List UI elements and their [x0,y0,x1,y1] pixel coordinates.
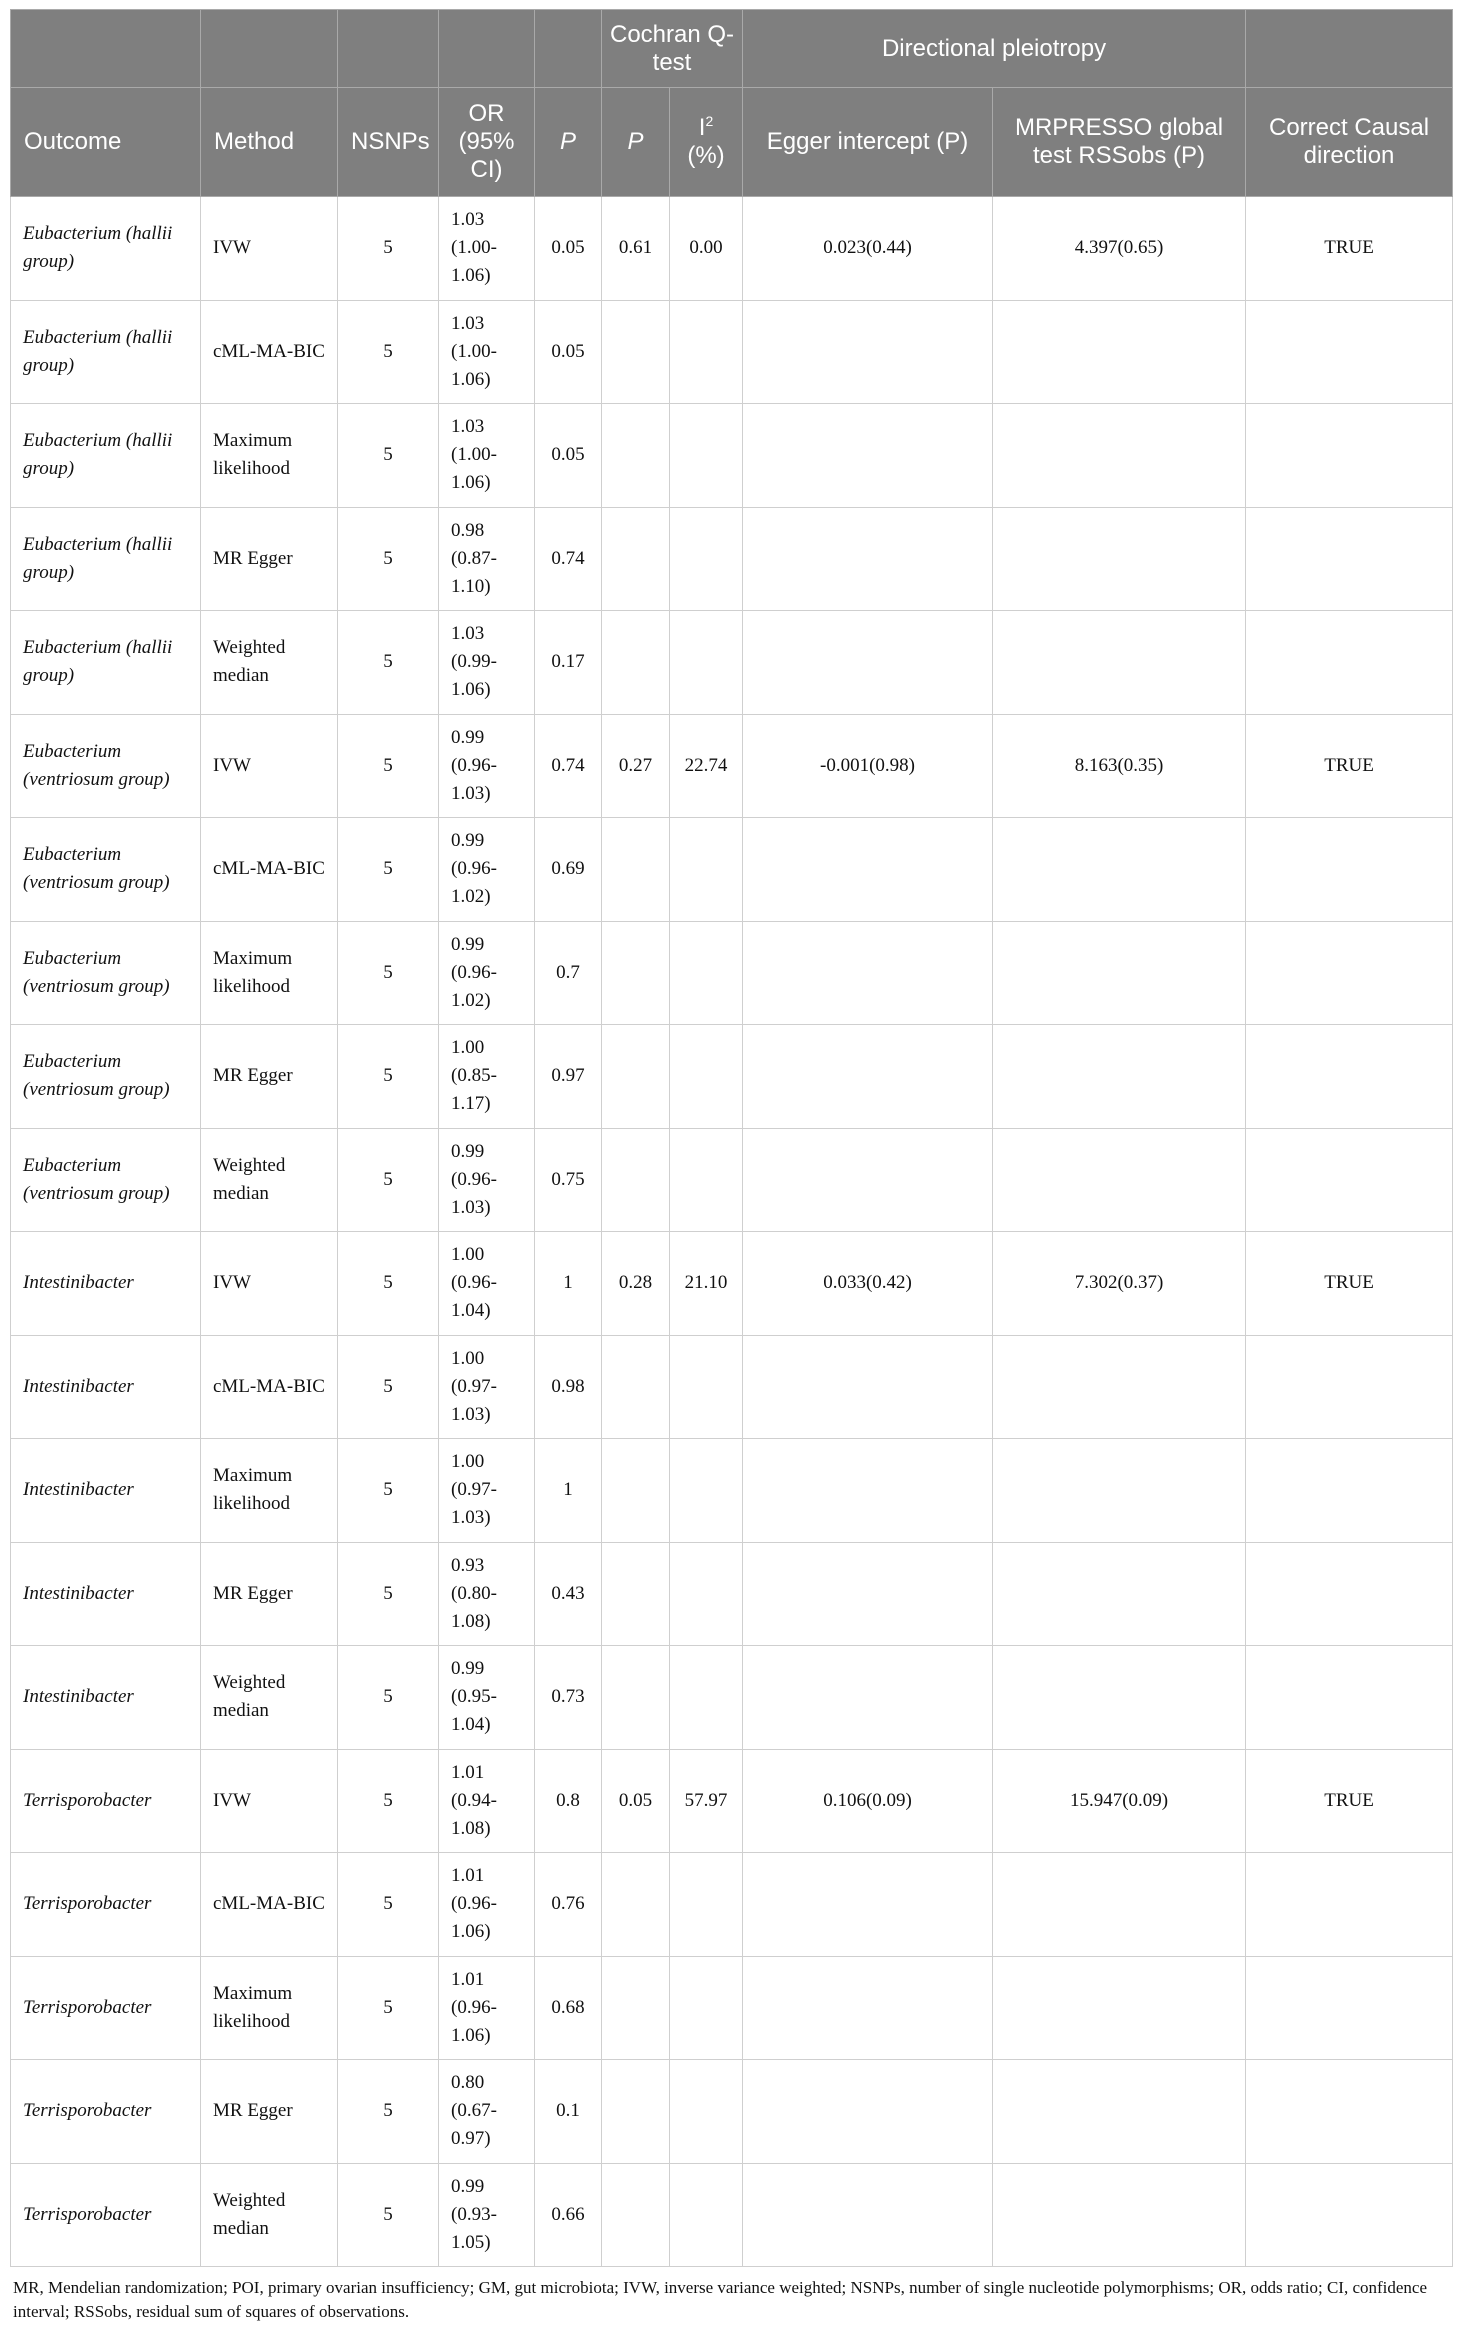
cell-method: Weighted median [201,1128,338,1232]
cell-mrpresso: 15.947(0.09) [993,1749,1246,1853]
table-row [11,1542,1453,1646]
cell-or: 1.00 (0.85-1.17) [439,1025,535,1129]
cell-outcome: Intestinibacter [11,1439,201,1543]
cell-p: 0.05 [535,404,602,508]
header-mrpresso: MRPRESSO global test RSSobs (P) [993,88,1246,197]
table-row [11,1749,1453,1853]
cell-q-p [602,1128,670,1232]
cell-mrpresso [993,1128,1246,1232]
cell-egger [743,1956,993,2060]
cell-mrpresso [993,1542,1246,1646]
cell-outcome: Eubacterium (hallii group) [11,507,201,611]
table-row [11,404,1453,508]
table-header [11,10,1453,197]
cell-i2 [670,2163,743,2267]
table-body [11,197,1453,2267]
cell-q-p [602,611,670,715]
cell-method: MR Egger [201,1542,338,1646]
cell-outcome: Eubacterium (hallii group) [11,611,201,715]
cell-egger [743,921,993,1025]
cell-egger: 0.033(0.42) [743,1232,993,1336]
cell-egger [743,2060,993,2164]
table-row [11,1232,1453,1336]
header-q-p: P [602,88,670,197]
cell-egger [743,1025,993,1129]
cell-method: MR Egger [201,507,338,611]
cell-outcome: Intestinibacter [11,1232,201,1336]
cell-nsnps: 5 [338,1232,439,1336]
cell-p: 0.98 [535,1335,602,1439]
cell-p: 1 [535,1232,602,1336]
table-row [11,1025,1453,1129]
cell-method: Maximum likelihood [201,1956,338,2060]
cell-p: 0.43 [535,1542,602,1646]
cell-egger [743,404,993,508]
cell-nsnps: 5 [338,1335,439,1439]
cell-nsnps: 5 [338,2163,439,2267]
header-i2 [670,88,743,197]
cell-mrpresso: 4.397(0.65) [993,197,1246,301]
cell-outcome: Eubacterium (hallii group) [11,197,201,301]
cell-egger [743,1646,993,1750]
cell-causal [1246,1128,1453,1232]
table-row [11,1646,1453,1750]
cell-nsnps: 5 [338,2060,439,2164]
cell-method: Weighted median [201,1646,338,1750]
cell-nsnps: 5 [338,611,439,715]
header-outcome: Outcome [11,88,201,197]
header-blank-outcome [11,10,201,88]
cell-egger [743,1335,993,1439]
cell-mrpresso [993,1956,1246,2060]
cell-nsnps: 5 [338,1853,439,1957]
cell-p: 0.69 [535,818,602,922]
cell-outcome: Intestinibacter [11,1335,201,1439]
cell-i2 [670,404,743,508]
cell-mrpresso [993,1025,1246,1129]
cell-q-p [602,921,670,1025]
header-causal: Correct Causal direction [1246,88,1453,197]
header-column-row [11,88,1453,197]
table-footnote: MR, Mendelian randomization; POI, primary ovarian insufficiency; GM, gut microbiota; IVW, inverse variance weighted; NSNPs, number of single nucleotide polymorphisms; OR, odds ratio; CI, confidence interval; RSSobs, residual sum of squares of observations. [13,2278,1428,2321]
table-row [11,921,1453,1025]
cell-i2 [670,1128,743,1232]
cell-method: Weighted median [201,2163,338,2267]
cell-method: cML-MA-BIC [201,1335,338,1439]
cell-i2 [670,1646,743,1750]
cell-method: cML-MA-BIC [201,818,338,922]
cell-nsnps: 5 [338,921,439,1025]
cell-causal: TRUE [1246,197,1453,301]
cell-p: 0.97 [535,1025,602,1129]
cell-outcome: Eubacterium (ventriosum group) [11,818,201,922]
cell-i2 [670,1542,743,1646]
cell-outcome: Terrisporobacter [11,2060,201,2164]
cell-egger: 0.023(0.44) [743,197,993,301]
header-group-pleiotropy: Directional pleiotropy [743,10,1246,88]
cell-causal [1246,1956,1453,2060]
cell-method: Maximum likelihood [201,404,338,508]
cell-mrpresso [993,2060,1246,2164]
cell-outcome: Eubacterium (hallii group) [11,300,201,404]
cell-q-p [602,1853,670,1957]
cell-or: 0.93 (0.80-1.08) [439,1542,535,1646]
table-row [11,300,1453,404]
header-method: Method [201,88,338,197]
cell-i2 [670,611,743,715]
header-group-cochran: Cochran Q-test [602,10,743,88]
results-table-container [10,9,1452,2324]
header-i2-sup: 2 [705,113,714,129]
cell-outcome: Terrisporobacter [11,1956,201,2060]
cell-outcome: Terrisporobacter [11,1853,201,1957]
cell-causal [1246,1646,1453,1750]
cell-method: Maximum likelihood [201,1439,338,1543]
table-row [11,818,1453,922]
header-egger: Egger intercept (P) [743,88,993,197]
cell-egger [743,1853,993,1957]
cell-i2: 21.10 [670,1232,743,1336]
cell-or: 0.80 (0.67-0.97) [439,2060,535,2164]
cell-p: 0.75 [535,1128,602,1232]
cell-p: 0.76 [535,1853,602,1957]
cell-mrpresso [993,1335,1246,1439]
cell-nsnps: 5 [338,1542,439,1646]
cell-p: 0.05 [535,300,602,404]
cell-mrpresso [993,1853,1246,1957]
table-row [11,507,1453,611]
cell-causal [1246,507,1453,611]
header-blank-nsnps [338,10,439,88]
cell-or: 1.01 (0.96-1.06) [439,1853,535,1957]
cell-p: 0.7 [535,921,602,1025]
cell-or: 1.00 (0.97-1.03) [439,1439,535,1543]
cell-or: 0.98 (0.87-1.10) [439,507,535,611]
cell-p: 0.73 [535,1646,602,1750]
table-row [11,714,1453,818]
cell-causal [1246,611,1453,715]
cell-or: 0.99 (0.96-1.02) [439,921,535,1025]
cell-mrpresso [993,507,1246,611]
cell-causal: TRUE [1246,1749,1453,1853]
cell-mrpresso [993,921,1246,1025]
table-row [11,2163,1453,2267]
cell-method: IVW [201,1749,338,1853]
cell-q-p [602,818,670,922]
cell-outcome: Terrisporobacter [11,1749,201,1853]
cell-outcome: Eubacterium (ventriosum group) [11,1128,201,1232]
cell-method: cML-MA-BIC [201,1853,338,1957]
cell-egger: -0.001(0.98) [743,714,993,818]
cell-causal [1246,1439,1453,1543]
mr-results-table [10,9,1453,2267]
cell-egger [743,611,993,715]
cell-outcome: Intestinibacter [11,1542,201,1646]
cell-q-p [602,1439,670,1543]
cell-q-p: 0.27 [602,714,670,818]
header-blank-causal [1246,10,1453,88]
cell-or: 1.03 (1.00-1.06) [439,197,535,301]
cell-egger [743,507,993,611]
cell-mrpresso [993,818,1246,922]
cell-egger [743,300,993,404]
cell-or: 1.00 (0.96-1.04) [439,1232,535,1336]
cell-i2 [670,1335,743,1439]
cell-q-p [602,2060,670,2164]
cell-i2: 22.74 [670,714,743,818]
cell-q-p: 0.28 [602,1232,670,1336]
cell-causal [1246,1853,1453,1957]
cell-causal: TRUE [1246,714,1453,818]
cell-egger [743,1128,993,1232]
cell-method: cML-MA-BIC [201,300,338,404]
header-blank-p [535,10,602,88]
cell-method: Maximum likelihood [201,921,338,1025]
cell-i2 [670,921,743,1025]
cell-mrpresso [993,611,1246,715]
header-or: OR (95% CI) [439,88,535,197]
cell-or: 1.00 (0.97-1.03) [439,1335,535,1439]
cell-causal [1246,2060,1453,2164]
cell-q-p: 0.61 [602,197,670,301]
cell-nsnps: 5 [338,1956,439,2060]
cell-nsnps: 5 [338,507,439,611]
cell-method: IVW [201,714,338,818]
cell-nsnps: 5 [338,1439,439,1543]
cell-causal [1246,1335,1453,1439]
cell-causal: TRUE [1246,1232,1453,1336]
cell-or: 1.01 (0.94-1.08) [439,1749,535,1853]
cell-q-p [602,2163,670,2267]
cell-method: MR Egger [201,2060,338,2164]
cell-outcome: Eubacterium (ventriosum group) [11,714,201,818]
header-i2-base: I [698,114,706,141]
cell-i2 [670,818,743,922]
cell-p: 1 [535,1439,602,1543]
cell-or: 1.03 (1.00-1.06) [439,404,535,508]
cell-egger [743,1439,993,1543]
cell-method: IVW [201,1232,338,1336]
cell-causal [1246,300,1453,404]
cell-causal [1246,921,1453,1025]
header-group-row [11,10,1453,88]
cell-p: 0.74 [535,507,602,611]
cell-egger: 0.106(0.09) [743,1749,993,1853]
cell-outcome: Eubacterium (ventriosum group) [11,921,201,1025]
cell-nsnps: 5 [338,1025,439,1129]
cell-p: 0.8 [535,1749,602,1853]
cell-i2: 0.00 [670,197,743,301]
cell-outcome: Eubacterium (hallii group) [11,404,201,508]
cell-mrpresso [993,1646,1246,1750]
cell-mrpresso [993,300,1246,404]
cell-p: 0.17 [535,611,602,715]
cell-or: 0.99 (0.95-1.04) [439,1646,535,1750]
header-blank-method [201,10,338,88]
cell-q-p [602,1025,670,1129]
cell-or: 1.01 (0.96-1.06) [439,1956,535,2060]
cell-or: 0.99 (0.96-1.03) [439,714,535,818]
cell-causal [1246,1542,1453,1646]
cell-p: 0.66 [535,2163,602,2267]
cell-mrpresso: 8.163(0.35) [993,714,1246,818]
table-row [11,1335,1453,1439]
cell-q-p [602,404,670,508]
cell-i2 [670,1025,743,1129]
cell-causal [1246,1025,1453,1129]
table-row [11,1853,1453,1957]
cell-p: 0.05 [535,197,602,301]
cell-causal [1246,2163,1453,2267]
cell-or: 0.99 (0.96-1.03) [439,1128,535,1232]
cell-i2: 57.97 [670,1749,743,1853]
cell-q-p [602,1956,670,2060]
cell-mrpresso [993,1439,1246,1543]
header-nsnps: NSNPs [338,88,439,197]
cell-mrpresso [993,404,1246,508]
table-row [11,1439,1453,1543]
cell-nsnps: 5 [338,197,439,301]
cell-q-p [602,507,670,611]
header-p: P [535,88,602,197]
cell-nsnps: 5 [338,300,439,404]
header-blank-or [439,10,535,88]
cell-method: MR Egger [201,1025,338,1129]
cell-mrpresso: 7.302(0.37) [993,1232,1246,1336]
cell-egger [743,818,993,922]
cell-q-p [602,1646,670,1750]
cell-or: 0.99 (0.96-1.02) [439,818,535,922]
table-row [11,611,1453,715]
cell-i2 [670,2060,743,2164]
table-row [11,1128,1453,1232]
cell-method: IVW [201,197,338,301]
cell-egger [743,2163,993,2267]
cell-q-p [602,300,670,404]
cell-q-p [602,1542,670,1646]
cell-i2 [670,507,743,611]
cell-q-p: 0.05 [602,1749,670,1853]
cell-or: 0.99 (0.93-1.05) [439,2163,535,2267]
cell-i2 [670,1956,743,2060]
cell-nsnps: 5 [338,714,439,818]
cell-nsnps: 5 [338,1646,439,1750]
cell-q-p [602,1335,670,1439]
cell-method: Weighted median [201,611,338,715]
cell-nsnps: 5 [338,818,439,922]
cell-i2 [670,300,743,404]
cell-p: 0.74 [535,714,602,818]
cell-outcome: Eubacterium (ventriosum group) [11,1025,201,1129]
cell-or: 1.03 (1.00-1.06) [439,300,535,404]
cell-nsnps: 5 [338,404,439,508]
cell-causal [1246,404,1453,508]
cell-mrpresso [993,2163,1246,2267]
cell-outcome: Intestinibacter [11,1646,201,1750]
table-row [11,197,1453,301]
cell-i2 [670,1439,743,1543]
cell-nsnps: 5 [338,1749,439,1853]
table-row [11,1956,1453,2060]
cell-outcome: Terrisporobacter [11,2163,201,2267]
header-i2-unit: (%) [687,142,725,169]
cell-i2 [670,1853,743,1957]
cell-egger [743,1542,993,1646]
cell-causal [1246,818,1453,922]
table-row [11,2060,1453,2164]
cell-or: 1.03 (0.99-1.06) [439,611,535,715]
cell-p: 0.68 [535,1956,602,2060]
cell-nsnps: 5 [338,1128,439,1232]
cell-p: 0.1 [535,2060,602,2164]
